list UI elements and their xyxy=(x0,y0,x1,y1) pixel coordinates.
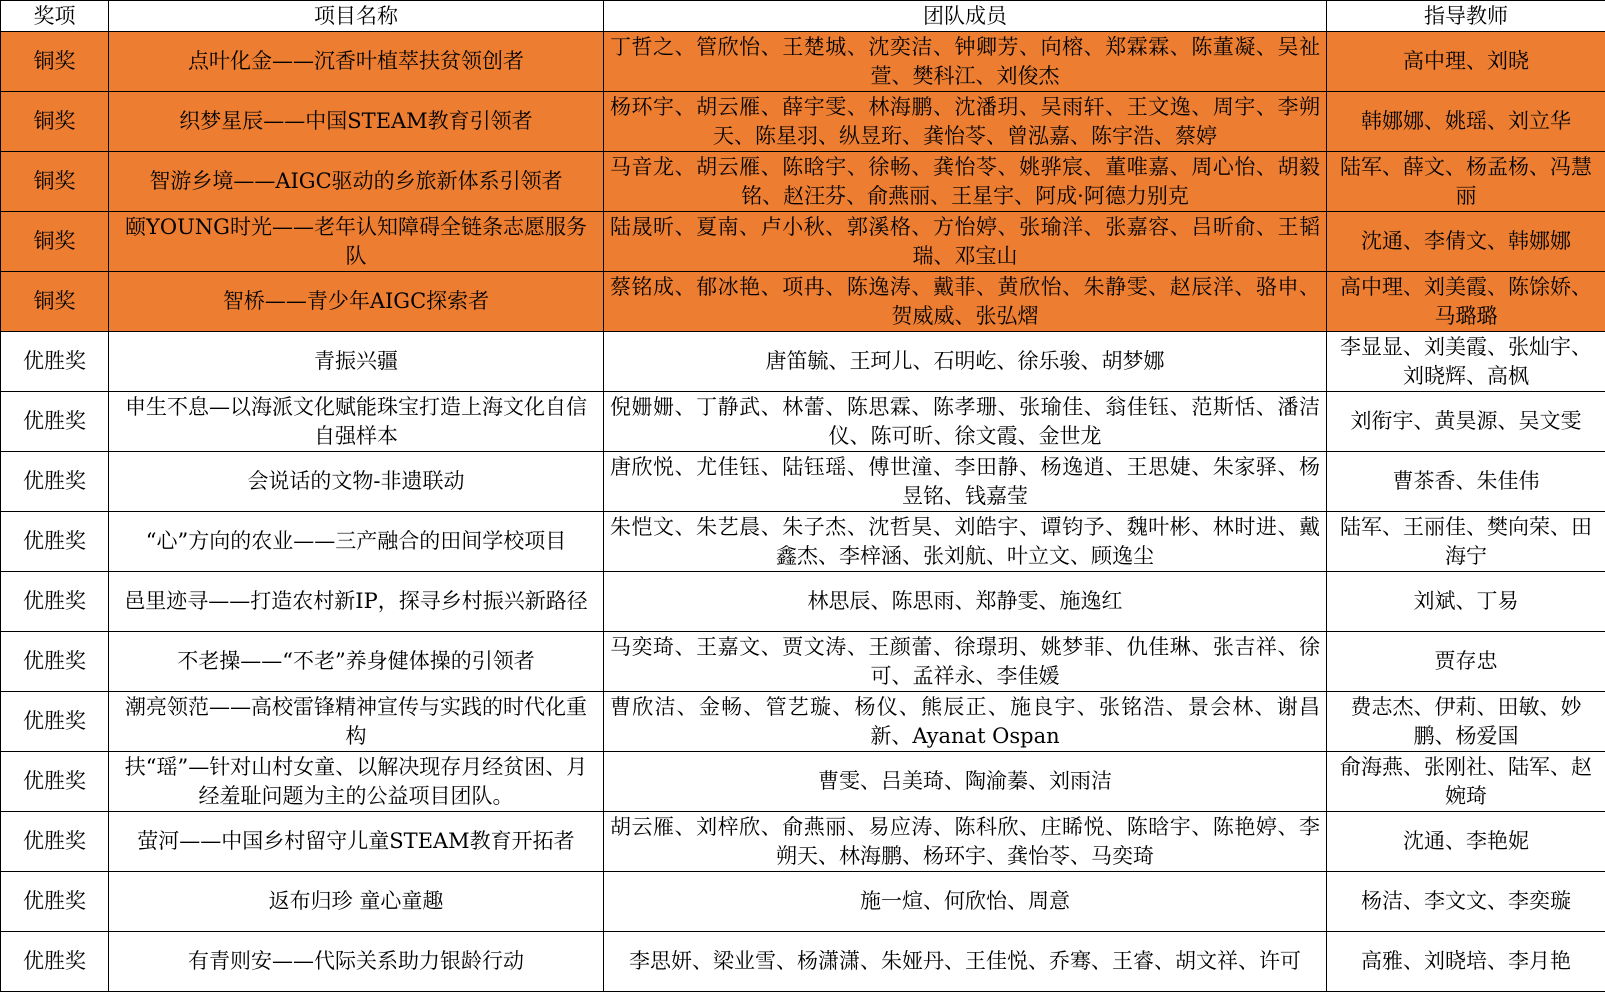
table-row xyxy=(1,272,1605,332)
team-members-cell: 陆晟昕、夏南、卢小秋、郭溪格、方怡婷、张瑜洋、张嘉容、吕昕俞、王韬瑞、邓宝山 xyxy=(604,212,1327,272)
advisors-cell: 韩娜娜、姚瑶、刘立华 xyxy=(1327,92,1605,152)
team-members-cell: 丁哲之、管欣怡、王楚城、沈奕洁、钟卿芳、向榕、郑霖霖、陈董凝、吴祉萱、樊科江、刘俊杰 xyxy=(604,32,1327,92)
header-project-name: 项目名称 xyxy=(109,1,604,32)
team-members-cell: 李思妍、梁业雪、杨潇潇、朱娅丹、王佳悦、乔骞、王睿、胡文祥、许可 xyxy=(604,932,1327,992)
award-cell: 优胜奖 xyxy=(1,572,109,632)
project-name-cell: 有青则安——代际关系助力银龄行动 xyxy=(109,932,604,992)
project-name-cell: 会说话的文物-非遗联动 xyxy=(109,452,604,512)
team-members-cell: 倪姗姗、丁静武、林蕾、陈思霖、陈孝珊、张瑜佳、翁佳钰、范斯恬、潘洁仪、陈可昕、徐文霞、金世龙 xyxy=(604,392,1327,452)
award-cell: 优胜奖 xyxy=(1,392,109,452)
table-row xyxy=(1,872,1605,932)
award-cell: 优胜奖 xyxy=(1,812,109,872)
team-members-cell: 唐笛毓、王珂儿、石明屹、徐乐骏、胡梦娜 xyxy=(604,332,1327,392)
project-name-cell: 潮亮领范——高校雷锋精神宣传与实践的时代化重构 xyxy=(109,692,604,752)
advisors-cell: 李显显、刘美霞、张灿宇、刘晓辉、高枫 xyxy=(1327,332,1605,392)
advisors-cell: 刘斌、丁易 xyxy=(1327,572,1605,632)
award-cell: 优胜奖 xyxy=(1,932,109,992)
award-cell: 优胜奖 xyxy=(1,512,109,572)
header-advisors: 指导教师 xyxy=(1327,1,1605,32)
table-row xyxy=(1,32,1605,92)
team-members-cell: 曹欣洁、金畅、管艺璇、杨仪、熊辰正、施良宇、张铭浩、景会林、谢昌新、Ayanat Ospan xyxy=(604,692,1327,752)
advisors-cell: 刘衔宇、黄昊源、吴文雯 xyxy=(1327,392,1605,452)
advisors-cell: 沈通、李倩文、韩娜娜 xyxy=(1327,212,1605,272)
table-row xyxy=(1,392,1605,452)
table-row xyxy=(1,452,1605,512)
project-name-cell: 智桥——青少年AIGC探索者 xyxy=(109,272,604,332)
award-cell: 铜奖 xyxy=(1,152,109,212)
advisors-cell: 高中理、刘美霞、陈馀娇、马璐璐 xyxy=(1327,272,1605,332)
advisors-cell: 沈通、李艳妮 xyxy=(1327,812,1605,872)
header-award: 奖项 xyxy=(1,1,109,32)
award-cell: 优胜奖 xyxy=(1,332,109,392)
project-name-cell: 青振兴疆 xyxy=(109,332,604,392)
project-name-cell: 颐YOUNG时光——老年认知障碍全链条志愿服务队 xyxy=(109,212,604,272)
project-name-cell: 扶“瑶”—针对山村女童、以解决现存月经贫困、月经羞耻问题为主的公益项目团队。 xyxy=(109,752,604,812)
team-members-cell: 朱恺文、朱艺晨、朱子杰、沈哲昊、刘皓宇、谭钧予、魏叶彬、林时进、戴鑫杰、李梓涵、张刘航、叶立文、顾逸尘 xyxy=(604,512,1327,572)
table-row xyxy=(1,332,1605,392)
award-cell: 铜奖 xyxy=(1,212,109,272)
advisors-cell: 陆军、薛文、杨孟杨、冯慧丽 xyxy=(1327,152,1605,212)
award-cell: 优胜奖 xyxy=(1,752,109,812)
award-cell: 铜奖 xyxy=(1,32,109,92)
project-name-cell: 申生不息—以海派文化赋能珠宝打造上海文化自信自强样本 xyxy=(109,392,604,452)
award-cell: 优胜奖 xyxy=(1,692,109,752)
table-row xyxy=(1,692,1605,752)
table-row xyxy=(1,572,1605,632)
advisors-cell: 高中理、刘晓 xyxy=(1327,32,1605,92)
team-members-cell: 马音龙、胡云雁、陈晗宇、徐畅、龚怡苓、姚骅宸、董唯嘉、周心怡、胡毅铭、赵汪芬、俞燕丽、王星宇、阿成·阿德力别克 xyxy=(604,152,1327,212)
team-members-cell: 施一煊、何欣怡、周意 xyxy=(604,872,1327,932)
award-cell: 优胜奖 xyxy=(1,632,109,692)
project-name-cell: 邑里迹寻——打造农村新IP，探寻乡村振兴新路径 xyxy=(109,572,604,632)
project-name-cell: 织梦星辰——中国STEAM教育引领者 xyxy=(109,92,604,152)
project-name-cell: 智游乡境——AIGC驱动的乡旅新体系引领者 xyxy=(109,152,604,212)
team-members-cell: 唐欣悦、尤佳钰、陆钰瑶、傅世潼、李田静、杨逸逍、王思婕、朱家驿、杨昱铭、钱嘉莹 xyxy=(604,452,1327,512)
award-cell: 优胜奖 xyxy=(1,872,109,932)
header-row xyxy=(1,1,1605,32)
advisors-cell: 高雅、刘晓培、李月艳 xyxy=(1327,932,1605,992)
project-name-cell: 返布归珍 童心童趣 xyxy=(109,872,604,932)
team-members-cell: 胡云雁、刘梓欣、俞燕丽、易应涛、陈科欣、庄睎悦、陈晗宇、陈艳婷、李朔天、林海鹏、杨环宇、龚怡苓、马奕琦 xyxy=(604,812,1327,872)
project-name-cell: 不老操——“不老”养身健体操的引领者 xyxy=(109,632,604,692)
team-members-cell: 林思辰、陈思雨、郑静雯、施逸红 xyxy=(604,572,1327,632)
table-row xyxy=(1,152,1605,212)
award-cell: 优胜奖 xyxy=(1,452,109,512)
advisors-cell: 陆军、王丽佳、樊向荣、田海宁 xyxy=(1327,512,1605,572)
advisors-cell: 杨洁、李文文、李奕璇 xyxy=(1327,872,1605,932)
project-name-cell: 点叶化金——沉香叶植萃扶贫领创者 xyxy=(109,32,604,92)
project-name-cell: “心”方向的农业——三产融合的田间学校项目 xyxy=(109,512,604,572)
award-cell: 铜奖 xyxy=(1,272,109,332)
advisors-cell: 俞海燕、张刚社、陆军、赵婉琦 xyxy=(1327,752,1605,812)
award-cell: 铜奖 xyxy=(1,92,109,152)
table-row xyxy=(1,92,1605,152)
advisors-cell: 费志杰、伊莉、田敏、妙鹏、杨爱国 xyxy=(1327,692,1605,752)
team-members-cell: 杨环宇、胡云雁、薛宇雯、林海鹏、沈潘玥、吴雨轩、王文逸、周宇、李朔天、陈星羽、纵昱珩、龚怡苓、曾泓嘉、陈宇浩、蔡婷 xyxy=(604,92,1327,152)
advisors-cell: 贾存忠 xyxy=(1327,632,1605,692)
table-row xyxy=(1,632,1605,692)
project-name-cell: 萤河——中国乡村留守儿童STEAM教育开拓者 xyxy=(109,812,604,872)
table-row xyxy=(1,932,1605,992)
header-team-members: 团队成员 xyxy=(604,1,1327,32)
table-row xyxy=(1,212,1605,272)
table-row xyxy=(1,812,1605,872)
table-row xyxy=(1,752,1605,812)
table-row xyxy=(1,512,1605,572)
team-members-cell: 蔡铭成、郁冰艳、项冉、陈逸涛、戴菲、黄欣怡、朱静雯、赵辰洋、骆申、贺威威、张弘熠 xyxy=(604,272,1327,332)
team-members-cell: 马奕琦、王嘉文、贾文涛、王颜蕾、徐璟玥、姚梦菲、仇佳琳、张吉祥、徐可、孟祥永、李佳媛 xyxy=(604,632,1327,692)
team-members-cell: 曹雯、吕美琦、陶渝蓁、刘雨洁 xyxy=(604,752,1327,812)
advisors-cell: 曹茶香、朱佳伟 xyxy=(1327,452,1605,512)
